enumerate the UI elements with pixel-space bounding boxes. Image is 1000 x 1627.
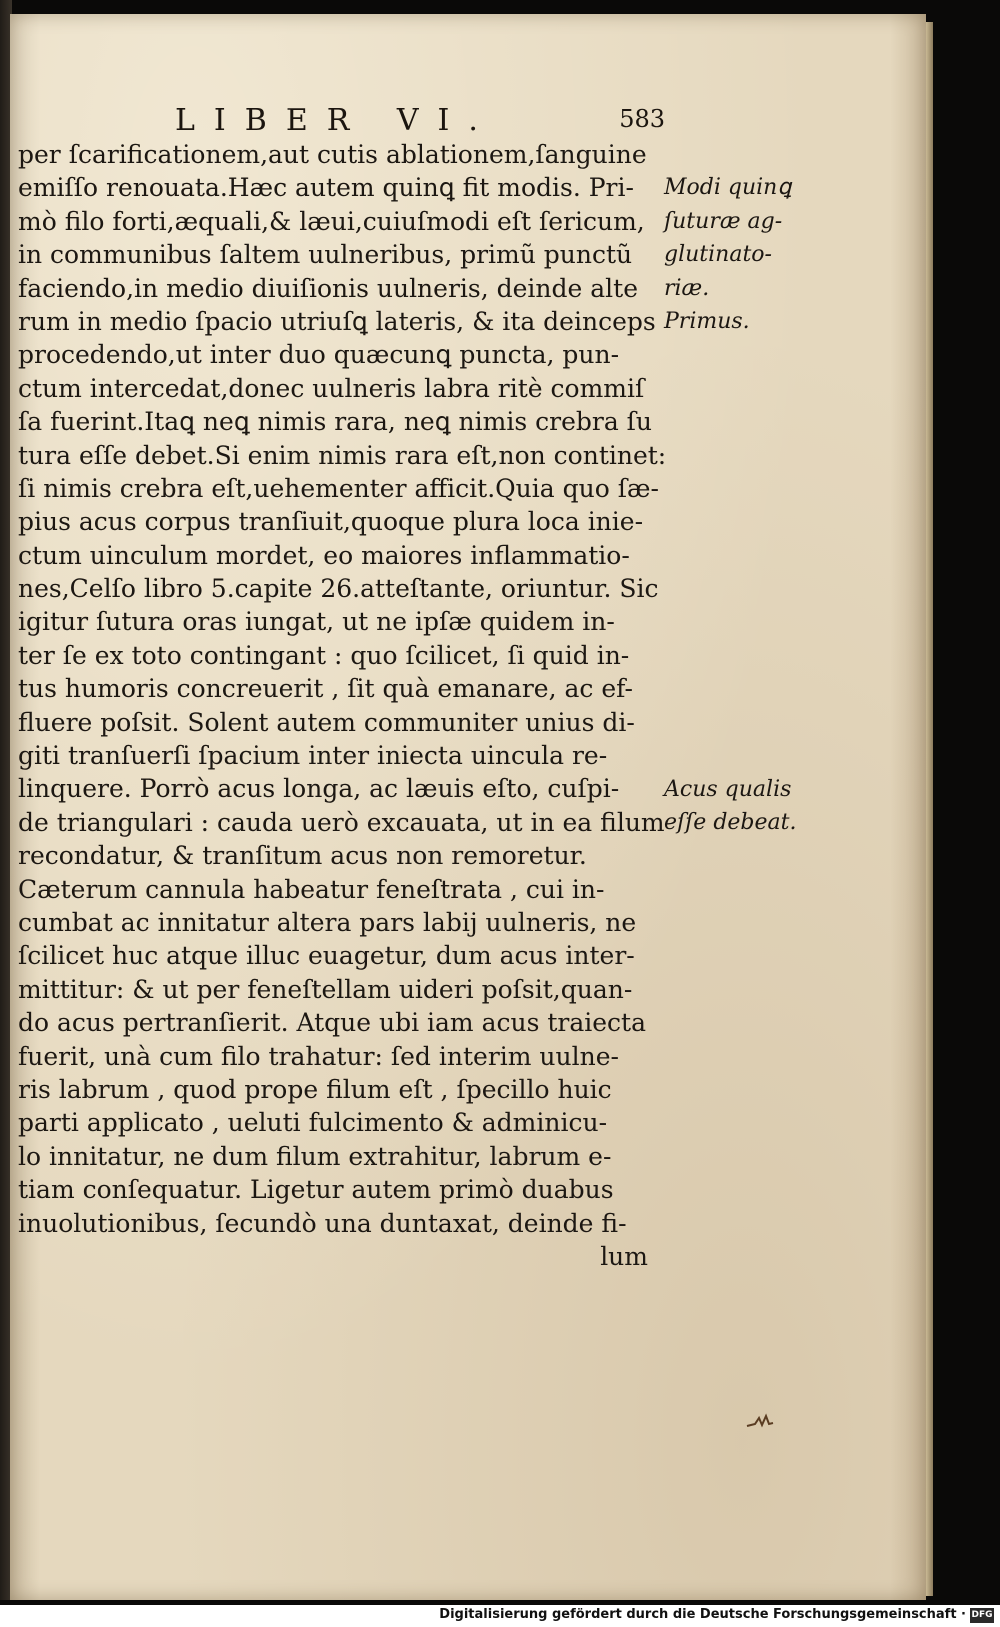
text-line: igitur ſutura oras iungat, ut ne ipſæ quidem in- — [18, 607, 615, 637]
text-line: tiam conſequatur. Ligetur autem primò duabus — [18, 1175, 614, 1205]
text-line: procedendo,ut inter duo quæcunꝗ puncta, pun- — [18, 340, 620, 370]
text-line: faciendo,in medio diuiſionis uulneris, deinde alte — [18, 273, 639, 303]
margin-note: ſuturæ ag- — [664, 208, 783, 234]
text-line: fluere poſsit. Solent autem communiter unius di- — [18, 707, 635, 737]
page-edge — [926, 22, 933, 1596]
text-line: ſi nimis crebra eſt,uehementer afficit.Quia quo ſæ- — [18, 473, 659, 503]
margin-note: eſſe debeat. — [664, 810, 797, 835]
text-line: inuolutionibus, ſecundò una duntaxat, deinde fi- — [18, 1208, 627, 1238]
text-line: ſa fuerint.Itaꝗ neꝗ nimis rara, neꝗ nimis crebra ſu — [18, 407, 653, 437]
text-line: mò filo forti,æquali,& læui,cuiuſmodi eſt ſericum, — [18, 206, 645, 236]
text-line: rum in medio ſpacio utriuſꝗ lateris, & ita deinceps — [18, 306, 656, 336]
digitization-credit: Digitalisierung gefördert durch die Deutsche Forschungsgemeinschaft · — [439, 1607, 966, 1622]
margin-note: riæ. — [664, 275, 710, 301]
footer-bar — [0, 1605, 1000, 1627]
main-text-block — [18, 138, 667, 1273]
text-line: per ſcarificationem,aut cutis ablationem,ſanguine — [18, 140, 647, 169]
dfg-logo-icon: DFG — [970, 1608, 994, 1623]
text-line: recondatur, & tranſitum acus non remoretur. — [18, 841, 587, 871]
text-line: mittitur: & ut per feneſtellam uideri poſsit,quan- — [18, 974, 633, 1004]
text-line: de triangulari : cauda uerò excauata, ut in ea filum — [18, 807, 665, 837]
text-line: cumbat ac innitatur altera pars labij uulneris, ne — [18, 907, 637, 937]
ink-mark-icon — [745, 1412, 775, 1430]
margin-note: Primus. — [664, 309, 750, 334]
text-line: tura eſſe debet.Si enim nimis rara eſt,non continet: — [18, 440, 667, 470]
text-line: ris labrum , quod prope filum eſt , ſpecillo huic — [18, 1074, 612, 1104]
text-line: fuerit, unà cum filo trahatur: ſed interim uulne- — [18, 1041, 619, 1071]
catchword: lum — [600, 1241, 648, 1271]
text-line: parti applicato , ueluti fulcimento & adminicu- — [18, 1108, 608, 1138]
text-line: in communibus ſaltem uulneribus, primũ punctũ — [18, 240, 633, 270]
text-line: emiſſo renouata.Hæc autem quinꝗ fit modis. Pri- — [18, 173, 634, 203]
margin-note: glutinato- — [664, 242, 772, 268]
text-line: lo innitatur, ne dum filum extrahitur, labrum e- — [18, 1141, 612, 1171]
text-line: tus humoris concreuerit , ſit quà emanare, ac ef- — [18, 674, 633, 704]
text-line: pius acus corpus tranſiuit,quoque plura loca inie- — [18, 507, 644, 537]
running-title: LIBER VI. — [175, 103, 497, 138]
text-line: ctum uinculum mordet, eo maiores inflammatio- — [18, 540, 630, 570]
margin-note: Modi quinꝗ — [664, 175, 792, 201]
running-head — [175, 103, 665, 143]
text-line: linquere. Porrò acus longa, ac læuis eſto, cuſpi- — [18, 774, 620, 804]
text-line: ter ſe ex toto contingant : quo ſcilicet, ſi quid in- — [18, 640, 630, 670]
margin-note: Acus qualis — [664, 776, 792, 802]
text-line: Cæterum cannula habeatur feneſtrata , cui in- — [18, 874, 605, 904]
text-line: giti tranſuerſi ſpacium inter iniecta uincula re- — [18, 741, 608, 771]
text-line: ctum intercedat,donec uulneris labra ritè commiſ — [18, 373, 645, 403]
text-line: nes,Celſo libro 5.capite 26.atteſtante, oriuntur. Sic — [18, 574, 659, 604]
text-line: ſcilicet huc atque illuc euagetur, dum acus inter- — [18, 941, 635, 971]
page-number: 583 — [619, 105, 665, 133]
text-line: do acus pertranſierit. Atque ubi iam acus traiecta — [18, 1008, 647, 1038]
